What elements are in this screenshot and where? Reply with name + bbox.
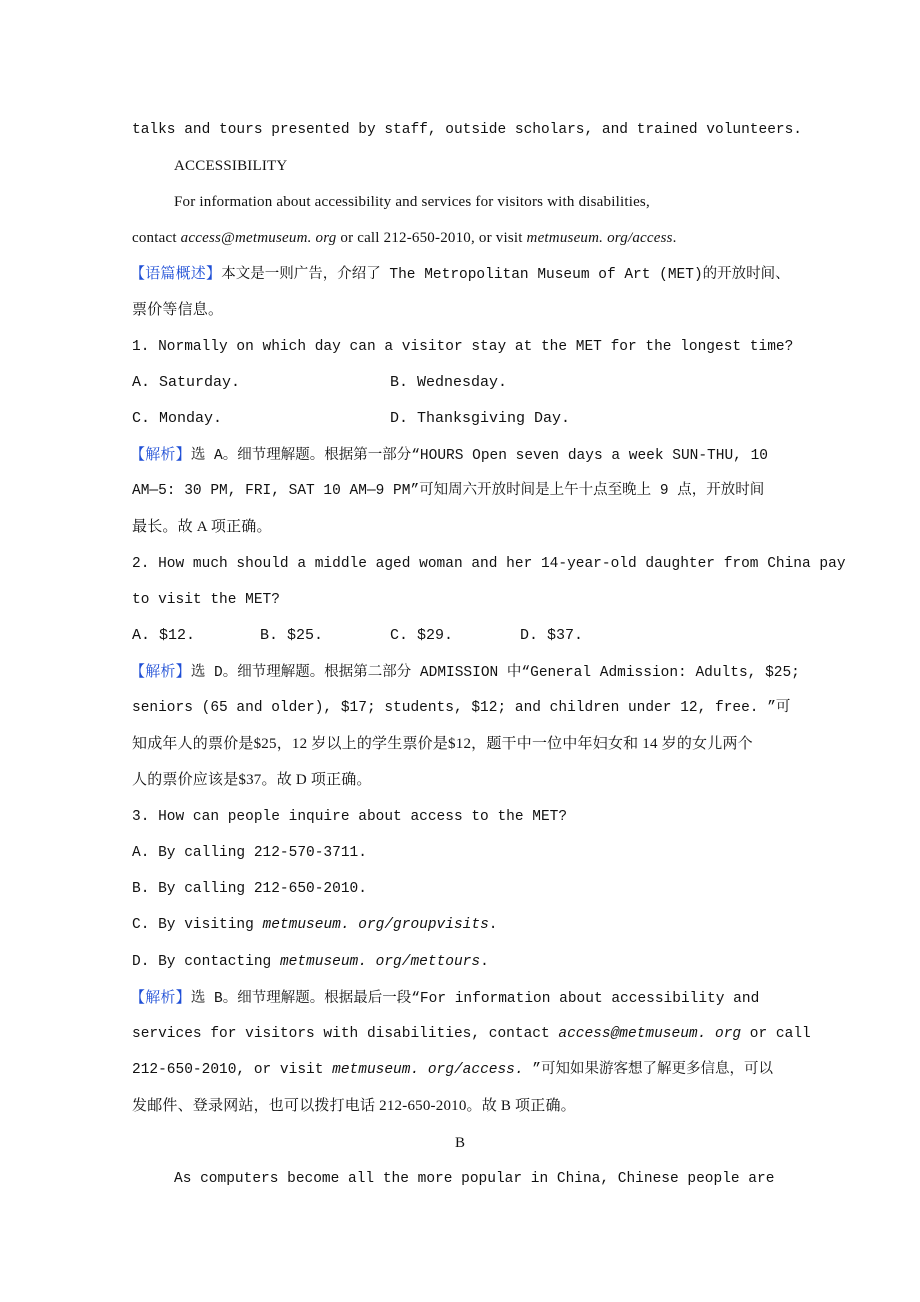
question-3-analysis-line-4: 发邮件、登录网站，也可以拨打电话 212-650-2010。故 B 项正确。 (132, 1098, 576, 1114)
accessibility-contact-label: contact (132, 230, 181, 246)
option-period: . (480, 954, 489, 970)
analysis-text: ”可知如果游客想了解更多信息，可以 (523, 1062, 773, 1078)
question-3-stem: 3. How can people inquire about access to the MET? (132, 809, 568, 825)
question-2-stem-line-1: 2. How much should a middle aged woman and her 14-year-old daughter from China pay (132, 556, 846, 572)
passage-line: talks and tours presented by staff, outside scholars, and trained volunteers. (132, 122, 803, 138)
analysis-tag: 【解析】 (130, 447, 191, 463)
question-2-analysis-line-1 (130, 662, 800, 683)
summary-text-1: 本文是一则广告，介绍了 The Metropolitan Museum of Art (MET)的开放时间、 (221, 267, 790, 283)
option-text: D. By contacting (132, 954, 280, 970)
accessibility-url-link[interactable]: metmuseum. org/access (526, 230, 673, 246)
accessibility-email-link[interactable]: access@metmuseum. org (180, 230, 337, 246)
question-2-analysis-line-3: 知成年人的票价是$25，12 岁以上的学生票价是$12，题干中一位中年妇女和 14 岁的女儿两个 (132, 736, 753, 752)
option-text: C. By visiting (132, 917, 263, 933)
analysis-text: or call (741, 1026, 811, 1042)
question-3-analysis-line-2 (132, 1024, 811, 1044)
summary-tag: 【语篇概述】 (130, 266, 222, 282)
analysis-url: metmuseum. org/access. (332, 1062, 524, 1078)
question-1-analysis-line-1 (130, 445, 790, 466)
question-3-option-b (132, 879, 792, 899)
analysis-text: 选 B。细节理解题。根据最后一段“For information about accessibility and (190, 991, 760, 1007)
question-1-option-a: A. Saturday. (132, 374, 241, 391)
accessibility-heading: ACCESSIBILITY (174, 158, 288, 174)
summary-line-1 (130, 264, 790, 285)
analysis-text: services for visitors with disabilities, contact (132, 1026, 559, 1042)
question-2-option-a: A. $12. (132, 627, 196, 644)
question-2-option-b: B. $25. (260, 627, 324, 644)
option-url: metmuseum. org/groupvisits (262, 917, 489, 933)
analysis-tag: 【解析】 (130, 990, 191, 1006)
analysis-text: 选 D。细节理解题。根据第二部分 ADMISSION 中“General Admission: Adults, $25; (190, 665, 800, 681)
question-1-option-b: B. Wednesday. (390, 374, 508, 391)
question-2-option-c: C. $29. (390, 627, 454, 644)
question-1-analysis-line-2: AM—5: 30 PM, FRI, SAT 10 AM—9 PM”可知周六开放时间是上午十点至晚上 9 点，开放时间 (132, 483, 765, 499)
question-1-stem: 1. Normally on which day can a visitor stay at the MET for the longest time? (132, 339, 794, 355)
analysis-tag: 【解析】 (130, 664, 191, 680)
summary-line-2: 票价等信息。 (132, 302, 224, 318)
accessibility-line-1: For information about accessibility and services for visitors with disabilities, (174, 194, 650, 210)
question-3-analysis-line-1 (130, 988, 790, 1009)
question-2-option-d: D. $37. (520, 627, 584, 644)
question-3-option-a (132, 843, 792, 863)
option-text: A. By calling 212-570-3711. (132, 845, 367, 861)
question-1-option-d: D. Thanksgiving Day. (390, 410, 571, 427)
question-3-option-d (132, 952, 792, 972)
option-text: B. By calling 212-650-2010. (132, 881, 367, 897)
question-1-analysis-line-3: 最长。故 A 项正确。 (132, 519, 272, 535)
question-2-stem-line-2: to visit the MET? (132, 592, 280, 608)
question-2-analysis-line-2: seniors (65 and older), $17; students, $12; and children under 12, free. ”可 (132, 700, 791, 716)
section-b-heading: B (454, 1135, 465, 1151)
option-period: . (488, 917, 498, 933)
accessibility-period: . (672, 230, 677, 246)
question-3-option-c (132, 915, 792, 935)
analysis-email: access@metmuseum. org (558, 1026, 742, 1042)
accessibility-phone-text: or call 212-650-2010, or visit (336, 230, 527, 246)
question-2-analysis-line-4: 人的票价应该是$37。故 D 项正确。 (132, 772, 372, 788)
accessibility-line-2 (132, 228, 792, 248)
question-1-option-c: C. Monday. (132, 410, 223, 427)
analysis-text: 选 A。细节理解题。根据第一部分“HOURS Open seven days a week SUN-THU, 10 (190, 448, 768, 464)
section-b-line-1: As computers become all the more popular in China, Chinese people are (174, 1171, 775, 1187)
analysis-text: 212-650-2010, or visit (132, 1062, 333, 1078)
option-url: metmuseum. org/mettours (279, 954, 481, 970)
question-3-analysis-line-3 (132, 1060, 792, 1080)
